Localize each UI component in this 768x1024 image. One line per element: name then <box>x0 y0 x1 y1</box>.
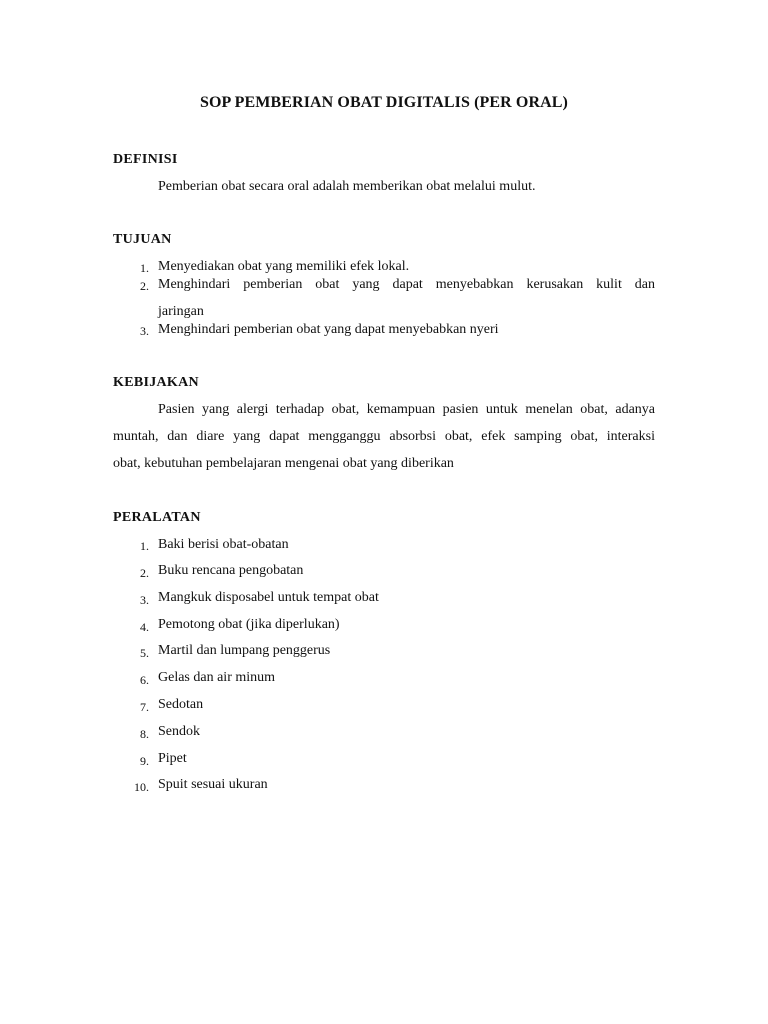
list-item: Martil dan lumpang penggerus <box>158 643 331 658</box>
list-number: 9. <box>140 754 149 768</box>
list-item: Sendok <box>158 724 200 739</box>
list-item: Gelas dan air minum <box>158 670 276 685</box>
document-title: SOP PEMBERIAN OBAT DIGITALIS (PER ORAL) <box>200 94 568 111</box>
list-number: 4. <box>140 620 149 634</box>
list-item: Buku rencana pengobatan <box>158 563 304 578</box>
section-heading-tujuan: TUJUAN <box>113 232 172 247</box>
list-item: Pipet <box>158 751 187 766</box>
list-item: Menyediakan obat yang memiliki efek lokal. <box>158 259 410 274</box>
definisi-text: Pemberian obat secara oral adalah memberikan obat melalui mulut. <box>158 179 536 194</box>
list-item: Menghindari pemberian obat yang dapat menyebabkan nyeri <box>158 322 499 337</box>
list-number: 1. <box>140 539 149 553</box>
list-item-continuation: jaringan <box>158 304 204 319</box>
list-number: 3. <box>140 324 149 338</box>
list-item: Pemotong obat (jika diperlukan) <box>158 617 340 632</box>
section-heading-peralatan: PERALATAN <box>113 510 201 525</box>
list-number: 8. <box>140 727 149 741</box>
list-number: 6. <box>140 673 149 687</box>
list-item: Sedotan <box>158 697 204 712</box>
list-number: 1. <box>140 261 149 275</box>
section-heading-kebijakan: KEBIJAKAN <box>113 375 199 390</box>
kebijakan-line: Pasien yang alergi terhadap obat, kemampuan pasien untuk menelan obat, adanya <box>158 402 655 417</box>
list-number: 3. <box>140 593 149 607</box>
list-item: Menghindari pemberian obat yang dapat menyebabkan kerusakan kulit dan <box>158 277 655 292</box>
kebijakan-line: muntah, dan diare yang dapat mengganggu absorbsi obat, efek samping obat, interaksi <box>113 429 655 444</box>
kebijakan-line: obat, kebutuhan pembelajaran mengenai obat yang diberikan <box>113 456 454 471</box>
list-number: 2. <box>140 279 149 293</box>
list-number: 7. <box>140 700 149 714</box>
list-item: Mangkuk disposabel untuk tempat obat <box>158 590 379 605</box>
list-number: 2. <box>140 566 149 580</box>
list-item: Spuit sesuai ukuran <box>158 777 268 792</box>
list-number: 5. <box>140 646 149 660</box>
list-number: 10. <box>134 780 149 794</box>
section-heading-definisi: DEFINISI <box>113 152 178 167</box>
list-item: Baki berisi obat-obatan <box>158 537 289 552</box>
